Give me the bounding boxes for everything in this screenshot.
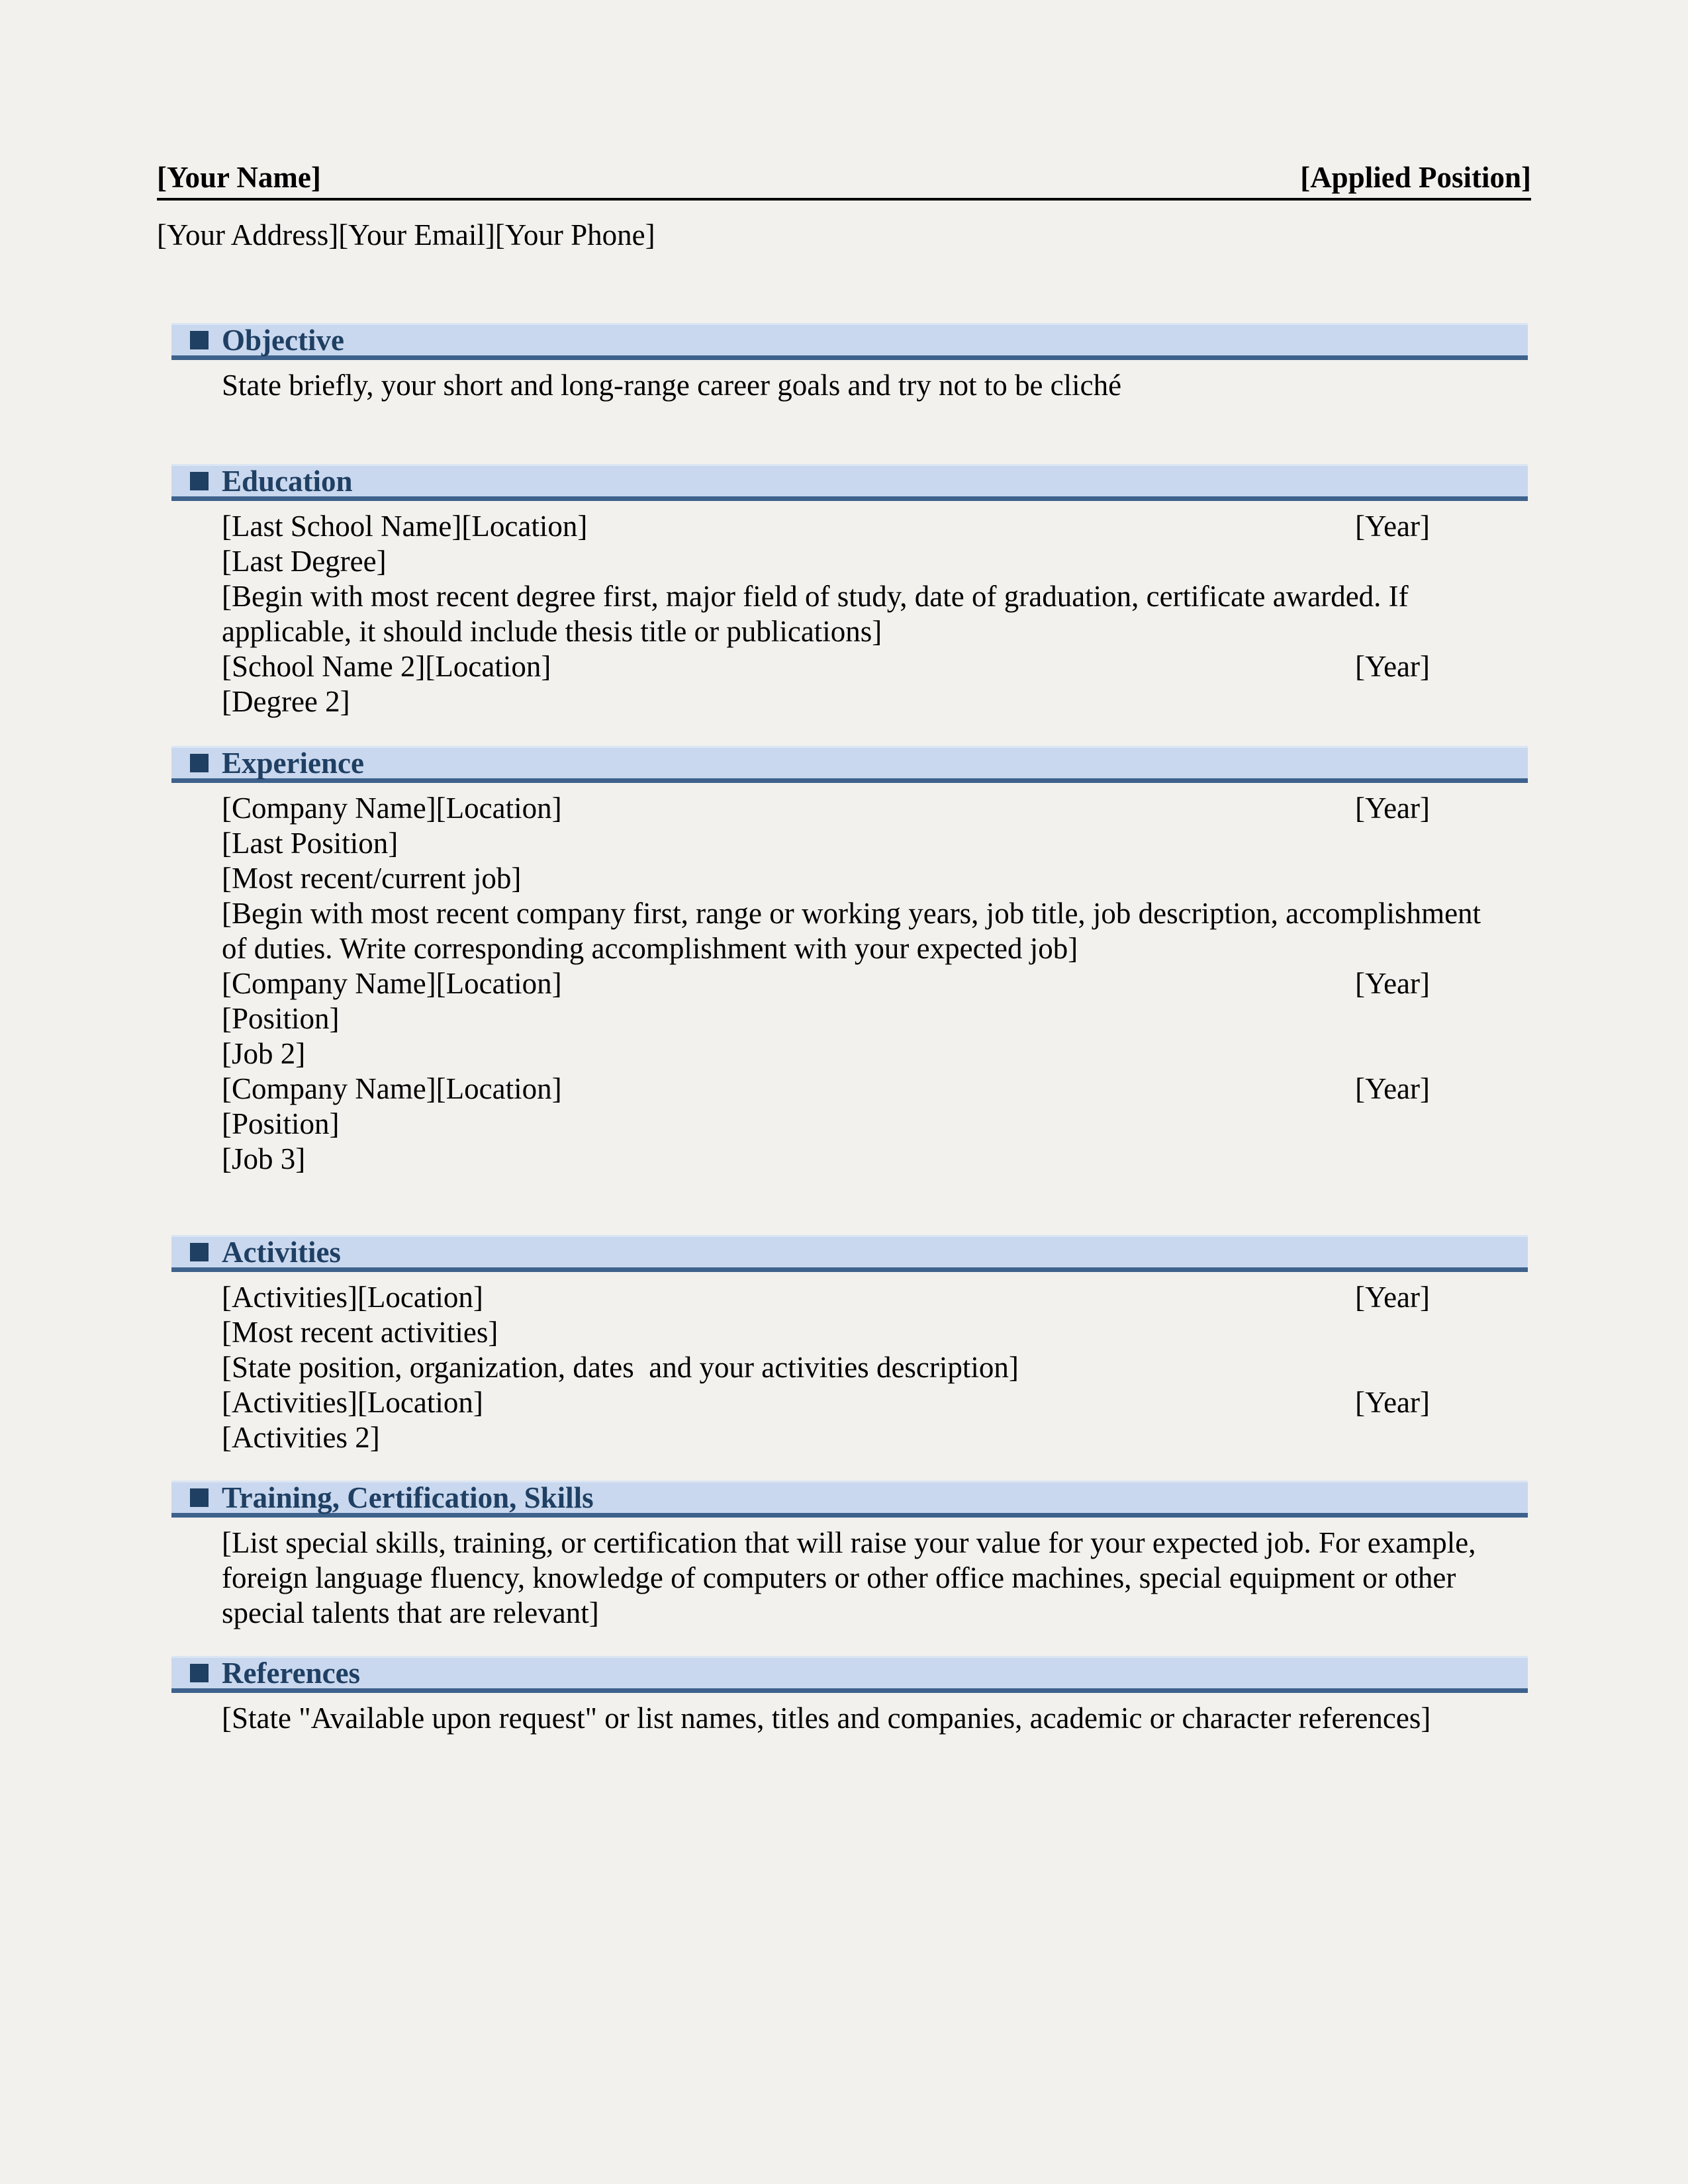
section-body	[222, 1280, 1493, 1455]
entry-row	[222, 791, 1493, 826]
entry-row	[222, 368, 1493, 403]
section-title: Objective	[222, 324, 344, 357]
section-header-bar	[171, 1480, 1528, 1518]
header-row	[157, 161, 1531, 201]
entry-year: [Year]	[1355, 510, 1430, 543]
entry-text: [School Name 2][Location]	[222, 650, 551, 683]
entry-year: [Year]	[1355, 967, 1430, 1000]
entry-text: [State "Available upon request" or list names, titles and companies, academic or character references]	[222, 1702, 1431, 1735]
section-body	[222, 1701, 1493, 1736]
entry-text: [Degree 2]	[222, 685, 350, 718]
section-education	[157, 464, 1531, 719]
entry-row	[222, 1071, 1493, 1107]
entry-text: [Position]	[222, 1002, 340, 1035]
your-name: [Your Name]	[157, 161, 321, 194]
entry-row	[222, 826, 1493, 861]
section-title: Activities	[222, 1236, 341, 1269]
entry-row	[222, 649, 1493, 684]
entry-year: [Year]	[1355, 1072, 1430, 1105]
entry-text: [Company Name][Location]	[222, 967, 562, 1000]
section-title: Training, Certification, Skills	[222, 1481, 594, 1514]
resume-page	[157, 0, 1531, 1736]
entry-text: [List special skills, training, or certification that will raise your value for your expected job. For example, foreign language fluency, knowledge of computers or other office machines, special equipment or other special talents that are relevant]	[222, 1526, 1483, 1629]
section-header-bar	[171, 323, 1528, 360]
section-body	[222, 509, 1493, 719]
section-body	[222, 1525, 1493, 1631]
entry-row	[222, 1350, 1493, 1385]
entry-row	[222, 1525, 1493, 1631]
entry-row	[222, 509, 1493, 544]
entry-row	[222, 966, 1493, 1001]
section-title: Experience	[222, 747, 364, 780]
square-bullet-icon	[190, 1243, 209, 1261]
entry-year: [Year]	[1355, 792, 1430, 825]
contact-line: [Your Address][Your Email][Your Phone]	[157, 218, 655, 251]
section-experience	[157, 746, 1531, 1177]
entry-row	[222, 896, 1493, 966]
entry-row	[222, 1420, 1493, 1455]
entry-row	[222, 1280, 1493, 1315]
section-body	[222, 791, 1493, 1177]
entry-text: [Most recent/current job]	[222, 862, 522, 895]
entry-row	[222, 1142, 1493, 1177]
entry-text: [Last Degree]	[222, 545, 387, 578]
entry-year: [Year]	[1355, 1281, 1430, 1314]
entry-row	[222, 1107, 1493, 1142]
entry-text: [Company Name][Location]	[222, 792, 562, 825]
section-title: References	[222, 1657, 361, 1690]
section-title: Education	[222, 465, 353, 498]
entry-text: [Most recent activities]	[222, 1316, 498, 1349]
square-bullet-icon	[190, 1664, 209, 1682]
entry-row	[222, 1385, 1493, 1420]
entry-text: [Activities 2]	[222, 1421, 380, 1454]
entry-row	[222, 1036, 1493, 1071]
entry-text: [Job 2]	[222, 1037, 306, 1070]
entry-year: [Year]	[1355, 650, 1430, 683]
entry-text: [Last Position]	[222, 827, 399, 860]
section-header-bar	[171, 1235, 1528, 1272]
entry-row	[222, 579, 1493, 649]
section-references	[157, 1656, 1531, 1736]
entry-text: [Last School Name][Location]	[222, 510, 588, 543]
entry-text: [Activities][Location]	[222, 1386, 483, 1419]
square-bullet-icon	[190, 1488, 209, 1507]
entry-text: State briefly, your short and long-range career goals and try not to be cliché	[222, 369, 1122, 402]
entry-year: [Year]	[1355, 1386, 1430, 1419]
section-training-certification-skills	[157, 1480, 1531, 1631]
entry-text: [Company Name][Location]	[222, 1072, 562, 1105]
section-body	[222, 368, 1493, 403]
section-objective	[157, 323, 1531, 403]
entry-text: [Position]	[222, 1107, 340, 1140]
applied-position: [Applied Position]	[1300, 161, 1531, 194]
section-header-bar	[171, 1656, 1528, 1693]
entry-row	[222, 861, 1493, 896]
entry-text: [Begin with most recent company first, range or working years, job title, job description, accomplishment of duties. Write corresponding accomplishment with your expected job]	[222, 897, 1489, 965]
entry-row	[222, 1315, 1493, 1350]
entry-text: [Activities][Location]	[222, 1281, 483, 1314]
square-bullet-icon	[190, 472, 209, 490]
section-header-bar	[171, 464, 1528, 501]
entry-row	[222, 544, 1493, 579]
entry-row	[222, 684, 1493, 719]
square-bullet-icon	[190, 331, 209, 349]
entry-row	[222, 1001, 1493, 1036]
entry-text: [State position, organization, dates and your activities description]	[222, 1351, 1019, 1384]
section-header-bar	[171, 746, 1528, 783]
entry-row	[222, 1701, 1493, 1736]
section-activities	[157, 1235, 1531, 1455]
entry-text: [Begin with most recent degree first, major field of study, date of graduation, certificate awarded. If applicable, it should include thesis title or publications]	[222, 580, 1416, 648]
entry-text: [Job 3]	[222, 1142, 306, 1175]
square-bullet-icon	[190, 754, 209, 772]
